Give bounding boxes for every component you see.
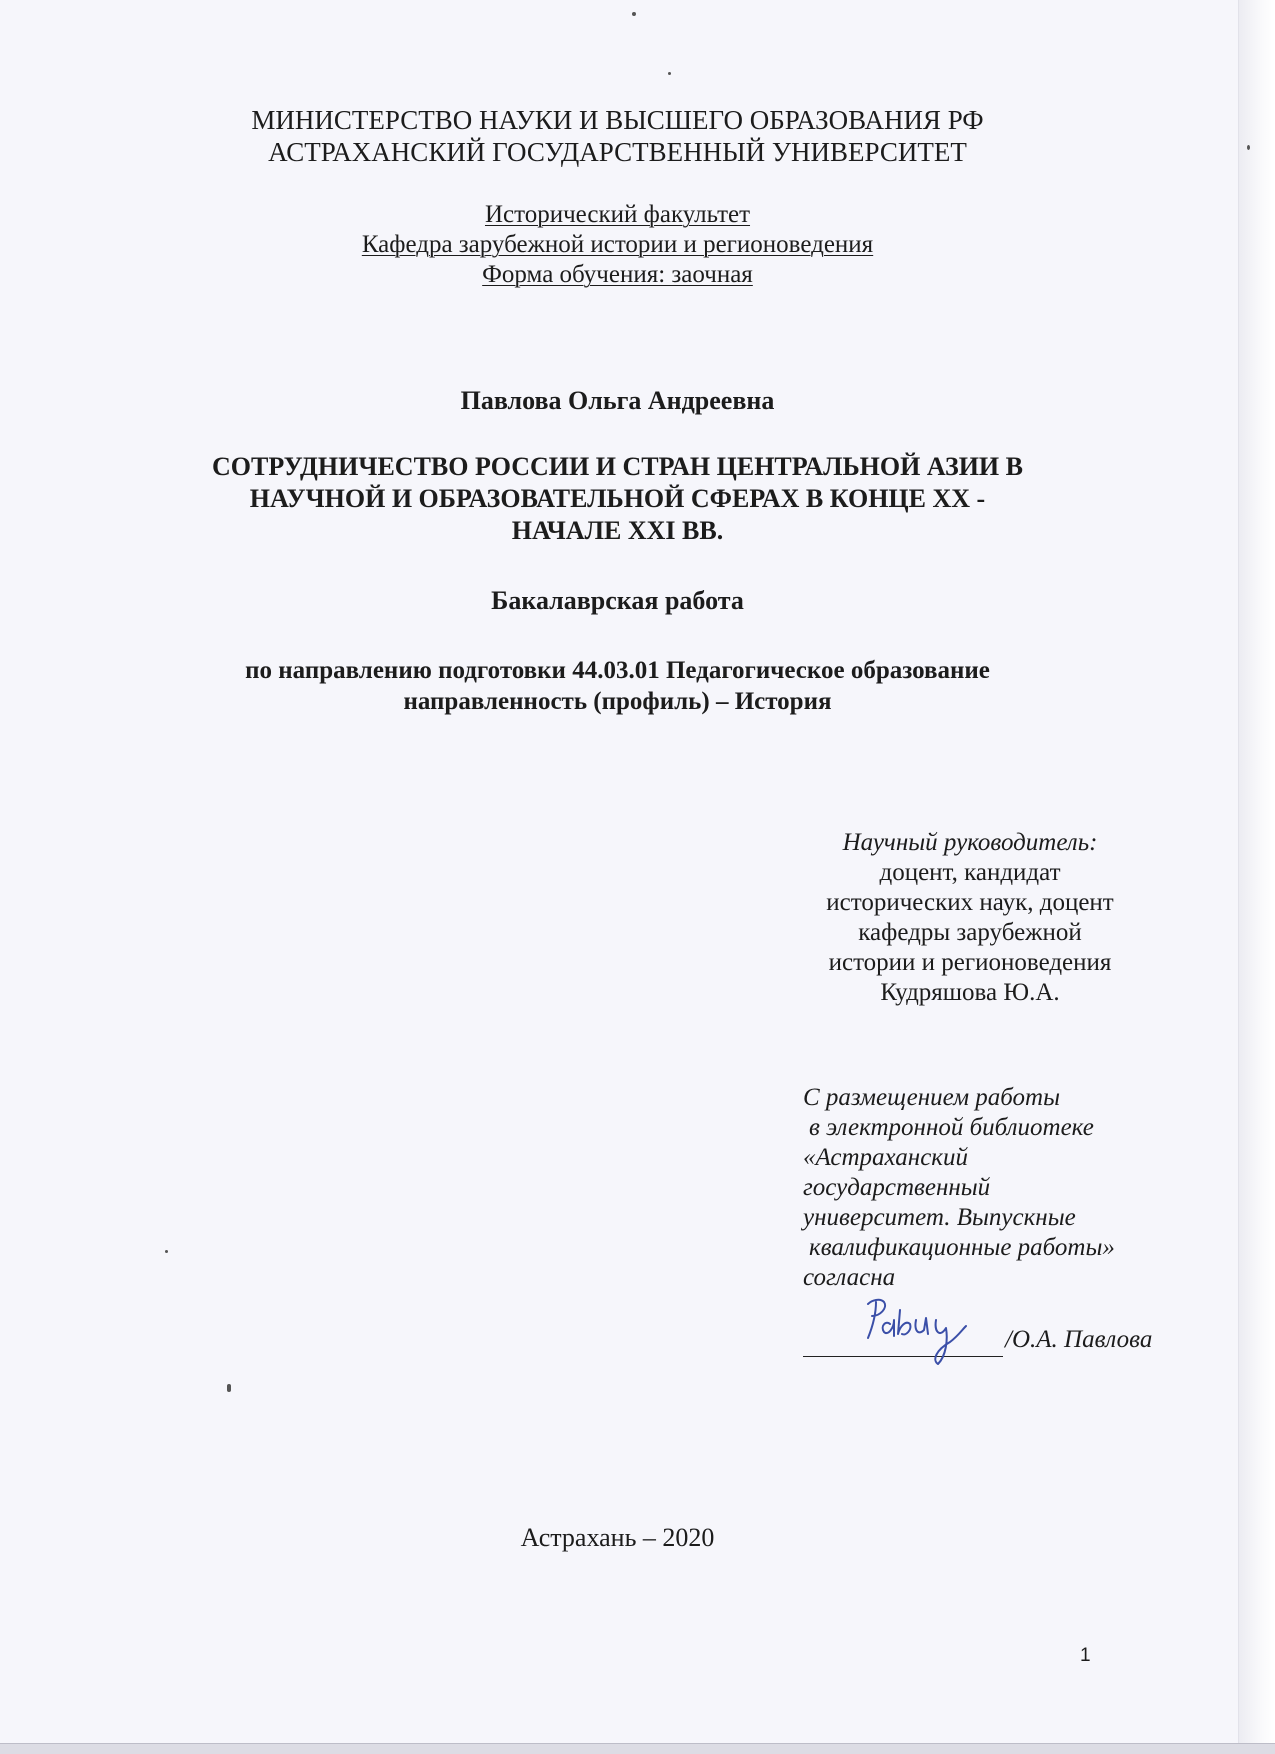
consent-line: государственный — [803, 1174, 991, 1201]
thesis-title — [80, 451, 1155, 547]
supervisor-line: истории и регионоведения — [828, 949, 1112, 976]
thesis-title-line: НАУЧНОЙ И ОБРАЗОВАТЕЛЬНОЙ СФЕРАХ В КОНЦЕ XX - — [249, 484, 986, 513]
scan-speck — [632, 12, 636, 16]
page-number: 1 — [1080, 1645, 1091, 1666]
ministry-line: МИНИСТЕРСТВО НАУКИ И ВЫСШЕГО ОБРАЗОВАНИЯ РФ — [251, 105, 984, 135]
supervisor-label: Научный руководитель: — [842, 829, 1098, 856]
consent-line: в электронной библиотеке — [809, 1114, 1094, 1141]
library-consent — [803, 1083, 1223, 1293]
consent-line: согласна — [803, 1264, 896, 1291]
consent-line: С размещением работы — [803, 1084, 1061, 1111]
consent-line: университет. Выпускные — [803, 1204, 1076, 1231]
faculty-block — [80, 200, 1155, 290]
supervisor-line: доцент, кандидат — [879, 859, 1061, 886]
study-direction — [80, 655, 1155, 717]
supervisor-line: кафедры зарубежной — [858, 919, 1082, 946]
profile-line: направленность (профиль) – История — [403, 688, 832, 715]
thesis-title-line: СОТРУДНИЧЕСТВО РОССИИ И СТРАН ЦЕНТРАЛЬНОЙ АЗИИ В — [212, 452, 1023, 481]
university-line: АСТРАХАНСКИЙ ГОСУДАРСТВЕННЫЙ УНИВЕРСИТЕТ — [268, 137, 967, 167]
scan-speck — [227, 1384, 231, 1392]
scan-speck — [668, 72, 671, 75]
scan-speck — [165, 1250, 168, 1253]
signatory-name: /О.А. Павлова — [1005, 1326, 1153, 1353]
scan-bottom-edge — [0, 1743, 1275, 1754]
author-name: Павлова Ольга Андреевна — [460, 386, 775, 415]
consent-line: квалификационные работы» — [809, 1234, 1115, 1261]
study-form: Форма обучения: заочная — [482, 261, 753, 288]
faculty-name: Исторический факультет — [484, 201, 751, 228]
handwritten-signature — [850, 1290, 980, 1370]
supervisor-name: Кудряшова Ю.А. — [880, 979, 1060, 1006]
consent-line: «Астраханский — [803, 1144, 969, 1171]
paper-edge — [1238, 0, 1275, 1754]
ministry-header — [80, 104, 1155, 168]
direction-line: по направлению подготовки 44.03.01 Педагогическое образование — [245, 657, 990, 684]
supervisor-block — [770, 828, 1170, 1008]
work-type: Бакалаврская работа — [491, 586, 744, 615]
scan-speck — [1247, 145, 1250, 150]
thesis-title-line: НАЧАЛЕ XXI ВВ. — [511, 516, 724, 545]
department-name: Кафедра зарубежной истории и регионоведения — [361, 231, 874, 258]
city-year: Астрахань – 2020 — [520, 1523, 715, 1552]
supervisor-line: исторических наук, доцент — [826, 889, 1114, 916]
